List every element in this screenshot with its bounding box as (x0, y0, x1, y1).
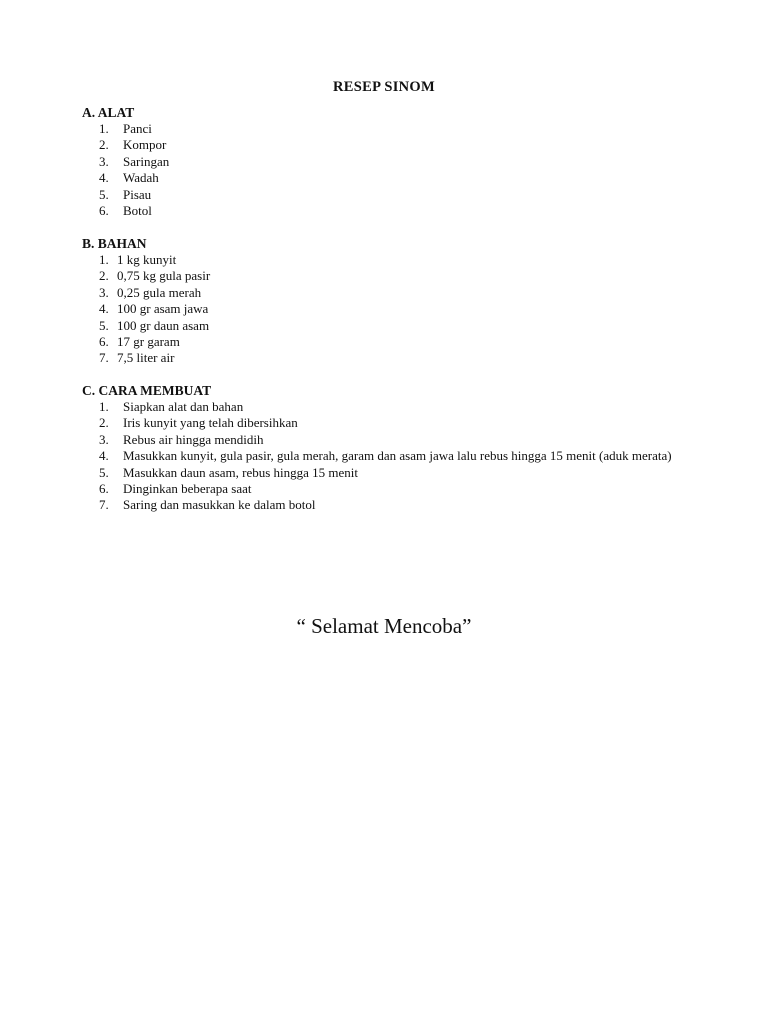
item-number: 7. (99, 350, 109, 366)
section-alat (82, 104, 702, 219)
item-text: Saring dan masukkan ke dalam botol (123, 497, 316, 513)
list-item (82, 203, 702, 219)
list-item (82, 350, 702, 366)
item-text: Kompor (123, 137, 167, 153)
list-item (82, 448, 702, 464)
list-item (82, 432, 702, 448)
item-number: 4. (99, 448, 109, 464)
item-number: 6. (99, 334, 109, 350)
item-number: 1. (99, 399, 109, 414)
item-text: 100 gr asam jawa (117, 301, 209, 317)
bahan-list (82, 252, 702, 367)
section-cara-membuat (82, 382, 702, 514)
list-item (82, 399, 702, 415)
item-number: 6. (99, 481, 109, 497)
list-item (82, 285, 702, 301)
item-text: 0,75 kg gula pasir (117, 268, 211, 284)
item-text: Wadah (123, 170, 159, 186)
item-text: 0,25 gula merah (117, 284, 202, 300)
item-text: Panci (123, 121, 152, 136)
closing-message: “ Selamat Mencoba” (296, 614, 472, 638)
section-bahan (82, 235, 702, 367)
item-number: 2. (99, 137, 109, 153)
list-item (82, 137, 702, 153)
item-number: 5. (99, 186, 109, 202)
list-item (82, 268, 702, 284)
list-item (82, 334, 702, 350)
item-text: 7,5 liter air (117, 350, 175, 366)
item-text: 17 gr garam (117, 334, 180, 350)
item-text: Siapkan alat dan bahan (123, 399, 244, 414)
cara-list (82, 399, 702, 514)
page-title: RESEP SINOM (332, 79, 435, 95)
item-text: 1 kg kunyit (117, 252, 177, 267)
item-number: 1. (99, 252, 109, 267)
list-item (82, 481, 702, 497)
list-item (82, 415, 702, 431)
list-item (82, 252, 702, 268)
item-text: Botol (123, 203, 152, 219)
section-heading-bahan: B. BAHAN (82, 236, 147, 251)
item-text: Dinginkan beberapa saat (123, 481, 252, 497)
item-number: 3. (99, 431, 109, 447)
item-text: 100 gr daun asam (117, 317, 210, 333)
item-number: 3. (99, 284, 109, 300)
item-number: 6. (99, 203, 109, 219)
item-number: 3. (99, 153, 109, 169)
item-number: 5. (99, 464, 109, 480)
item-text: Masukkan kunyit, gula pasir, gula merah, garam dan asam jawa lalu rebus hingga 15 menit (aduk merata) (123, 448, 672, 464)
item-number: 7. (99, 497, 109, 513)
item-text: Pisau (123, 186, 152, 202)
list-item (82, 154, 702, 170)
item-text: Iris kunyit yang telah dibersihkan (123, 415, 298, 431)
list-item (82, 170, 702, 186)
item-text: Masukkan daun asam, rebus hingga 15 menit (123, 464, 359, 480)
item-number: 4. (99, 170, 109, 186)
item-number: 4. (99, 301, 109, 317)
list-item (82, 318, 702, 334)
item-text: Saringan (123, 153, 170, 169)
item-number: 2. (99, 415, 109, 431)
list-item (82, 497, 702, 513)
item-number: 1. (99, 121, 109, 136)
section-heading-alat: A. ALAT (82, 105, 135, 120)
section-heading-cara: C. CARA MEMBUAT (82, 383, 212, 398)
item-number: 5. (99, 317, 109, 333)
list-item (82, 465, 702, 481)
list-item (82, 301, 702, 317)
list-item (82, 187, 702, 203)
item-text: Rebus air hingga mendidih (123, 431, 264, 447)
item-number: 2. (99, 268, 109, 284)
list-item (82, 121, 702, 137)
alat-list (82, 121, 702, 219)
